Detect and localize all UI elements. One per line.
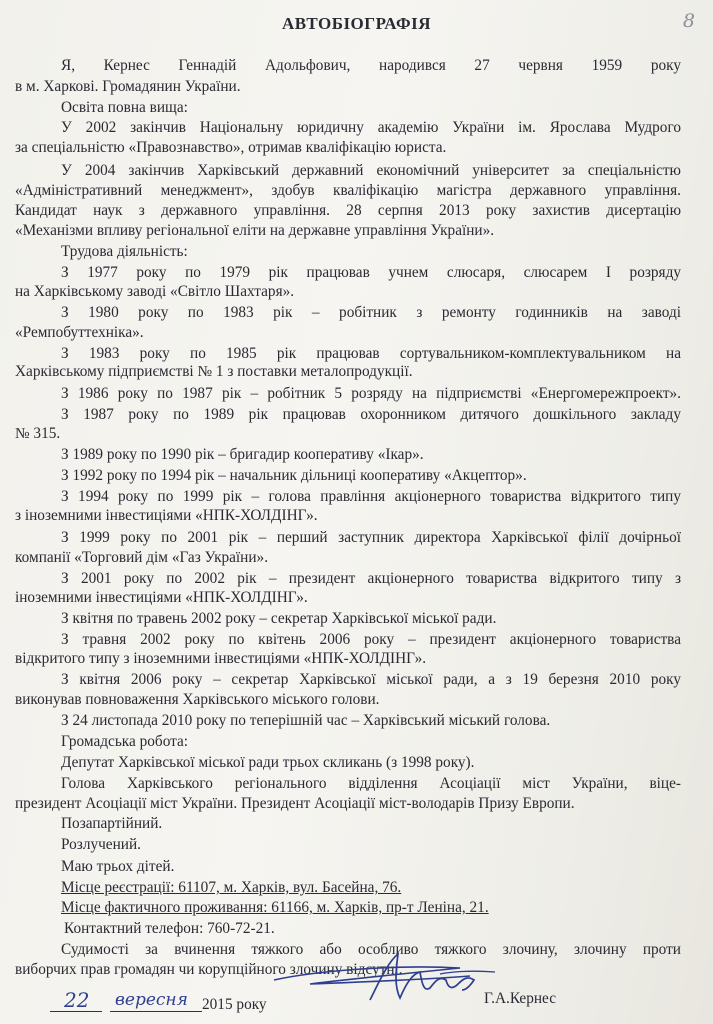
contact-phone: Контактний телефон: 760-72-21.	[64, 920, 275, 937]
work-line: Харківському підприємстві № 1 з поставки металопродукції.	[15, 363, 413, 380]
work-line: «Ремпобуттехніка».	[15, 324, 144, 341]
page-number: 8	[682, 10, 695, 32]
work-line: З квітня 2006 року – секретар Харківської міської ради, а з 19 березня 2010 року	[61, 671, 681, 688]
work-line: компанії «Торговий дім «Газ України».	[15, 549, 269, 566]
work-line: З 1987 року по 1989 рік працював охоронником дитячого дошкільного закладу	[61, 406, 681, 423]
work-line: З 1999 року по 2001 рік – перший заступник директора Харківської філії дочірньої	[61, 529, 681, 546]
public-line: Депутат Харківської міської ради трьох скликань (з 1998 року).	[61, 754, 475, 771]
work-line: З травня 2002 року по квітень 2006 року – президент акціонерного товариства	[61, 631, 681, 648]
education-line: Кандидат наук з державного управління. 28 серпня 2013 року захистив дисертацію	[15, 202, 681, 219]
work-line: іноземними інвестиціями «НПК-ХОЛДІНГ».	[15, 589, 308, 606]
section-heading-public: Громадська робота:	[61, 733, 189, 750]
work-line: З 1980 року по 1983 рік – робітник з ремонту годинників на заводі	[61, 304, 681, 321]
work-line: З 24 листопада 2010 року по теперішній час – Харківський міський голова.	[61, 712, 551, 729]
date-month-line	[110, 1011, 202, 1012]
registration-address: Місце реєстрації: 61107, м. Харків, вул. Басейна, 76.	[61, 879, 402, 896]
work-line: на Харківському заводі «Світло Шахтаря».	[15, 283, 295, 300]
personal-line: Розлучений.	[61, 836, 141, 853]
work-line: з іноземними інвестиціями «НПК-ХОЛДІНГ».	[15, 507, 318, 524]
criminal-record-line: виборчих прав громадян чи корупційного злочину відсутні.	[15, 961, 403, 978]
intro-line: в м. Харкові. Громадянин України.	[15, 78, 241, 95]
public-line: Голова Харківського регіонального відділення Асоціації міст України, віце-	[61, 775, 681, 792]
work-line: відкритого типу з іноземними інвестиціями «НПК-ХОЛДІНГ».	[15, 650, 427, 667]
date-year: 2015 року	[202, 996, 267, 1013]
personal-line: Маю трьох дітей.	[61, 858, 175, 875]
date-day-handwritten: 22	[64, 988, 90, 1012]
signer-name: Г.А.Кернес	[484, 990, 557, 1007]
criminal-record-line: Судимості за вчинення тяжкого або особливо тяжкого злочину, злочину проти	[61, 941, 681, 958]
document-title: АВТОБІОГРАФІЯ	[281, 14, 432, 33]
work-line: З 1989 року по 1990 рік – бригадир кооперативу «Ікар».	[61, 446, 424, 463]
work-line: З 1994 року по 1999 рік – голова правління акціонерного товариства відкритого типу	[61, 488, 681, 505]
section-heading-education: Освіта повна вища:	[61, 99, 188, 116]
public-line: президент Асоціації міст України. Президент Асоціації міст-володарів Призу Европи.	[15, 795, 575, 812]
education-line: У 2002 закінчив Національну юридичну академію України ім. Ярослава Мудрого	[61, 119, 681, 136]
education-line: за спеціальністю «Правознавство», отримав кваліфікацію юриста.	[15, 139, 447, 156]
date-day-line	[50, 1011, 102, 1012]
work-line: З 2001 року по 2002 рік – президент акціонерного товариства відкритого типу з	[61, 570, 681, 587]
section-heading-work: Трудова діяльність:	[61, 243, 188, 260]
work-line: виконував повноваження Харківського міського голови.	[15, 691, 380, 708]
date-month-handwritten: вересня	[115, 990, 188, 1010]
intro-line: Я, Кернес Геннадій Адольфович, народився 27 червня 1959 року	[61, 57, 681, 74]
work-line: З 1983 року по 1985 рік працював сортувальником-комплектувальником на	[61, 345, 681, 362]
personal-line: Позапартійний.	[61, 815, 163, 832]
work-line: З 1977 року по 1979 рік працював учнем слюсаря, слюсарем І розряду	[61, 264, 681, 281]
work-line: З квітня по травень 2002 року – секретар Харківської міської ради.	[61, 610, 497, 627]
work-line: З 1992 року по 1994 рік – начальник дільниці кооперативу «Акцептор».	[61, 467, 527, 484]
residence-address: Місце фактичного проживання: 61166, м. Харків, пр-т Леніна, 21.	[61, 899, 489, 916]
work-line: № 315.	[15, 425, 61, 442]
education-line: У 2004 закінчив Харківський державний економічний університет за спеціальністю	[61, 162, 681, 179]
education-line: «Механізми впливу регіональної еліти на державне управління України».	[15, 222, 495, 239]
work-line: З 1986 року по 1987 рік – робітник 5 розряду на підприємстві «Енергомережпроект».	[61, 385, 681, 402]
education-line: «Адміністративний менеджмент», здобув кваліфікацію магістра державного управління.	[15, 182, 681, 199]
signature-image	[270, 950, 510, 1010]
